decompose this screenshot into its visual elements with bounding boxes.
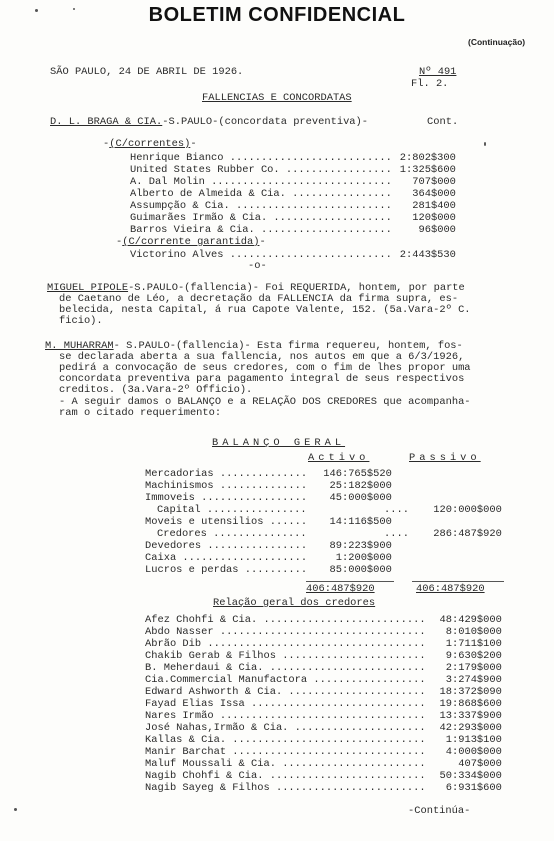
section-title: FALLENCIAS E CONCORDATAS xyxy=(202,92,352,104)
dot-leader: ............................... xyxy=(226,734,426,746)
braga-account-row-label: Alberto de Almeida & Cia. xyxy=(130,188,286,200)
muharram-name: M. MUHARRAM xyxy=(45,340,114,352)
braga-account-row xyxy=(130,213,392,224)
muharram-line-2: se declarada aberta a sua fallencia, nos autos em que a 6/3/1926, xyxy=(59,351,465,363)
separator: -o- xyxy=(248,260,267,272)
creditor-row xyxy=(145,735,426,746)
dot-leader: ............... xyxy=(206,528,307,540)
creditor-row xyxy=(145,711,426,722)
dot-leader: ......................... xyxy=(263,662,426,674)
balance-row xyxy=(145,553,307,564)
braga-account-row-label: A. Dal Molin xyxy=(130,176,205,188)
creditor-row-amount: 4:000$000 xyxy=(445,746,502,758)
balance-activo-amount: 146:765$520 xyxy=(323,468,392,480)
balance-row xyxy=(145,517,307,528)
braga-account-row-label: United States Rubber Co. xyxy=(130,164,280,176)
balance-row xyxy=(145,541,307,552)
creditor-row xyxy=(145,675,426,686)
creditor-row xyxy=(145,783,426,794)
creditor-row-label: Abdo Nasser xyxy=(145,626,214,638)
creditor-row xyxy=(145,699,426,710)
creditor-row-amount: 19:868$600 xyxy=(439,698,502,710)
balance-activo-amount: 1:200$000 xyxy=(335,552,392,564)
balance-row-label: Credores xyxy=(157,528,207,540)
dot-leader: ................................. xyxy=(213,626,426,638)
balance-row-label: Lucros e perdas xyxy=(145,564,239,576)
braga-account-row xyxy=(130,153,392,164)
dot-leader: ......................... xyxy=(229,200,392,212)
creditor-row-amount: 48:429$000 xyxy=(439,614,502,626)
braga-account-row xyxy=(130,225,392,236)
dot-leader: ................................. xyxy=(213,710,426,722)
braga-account-row xyxy=(130,165,392,176)
braga-guarantee-label: -(C/corrente garantida)- xyxy=(116,236,266,248)
creditor-row xyxy=(145,663,426,674)
balance-row xyxy=(145,565,307,576)
creditor-row-label: Abrão Dib xyxy=(145,638,202,650)
balance-row-label: Immoveis xyxy=(145,492,195,504)
balance-activo-amount: 25:182$000 xyxy=(329,480,392,492)
page-title: BOLETIM CONFIDENCIAL xyxy=(148,4,406,26)
creditor-row-amount: 50:334$000 xyxy=(439,770,502,782)
dot-leader: .................... xyxy=(176,552,308,564)
pipole-name: MIGUEL PIPOLE xyxy=(47,282,129,294)
dot-leader: ................. xyxy=(194,492,308,504)
creditor-row-label: B. Meherdaui & Cia. xyxy=(145,662,264,674)
creditor-row xyxy=(145,723,426,734)
creditor-row-amount: 6:931$600 xyxy=(445,782,502,794)
braga-account-row-label: Henrique Bianco xyxy=(130,152,224,164)
muharram-line-7: ram o citado requerimento: xyxy=(59,407,222,419)
creditor-row-amount: 42:293$000 xyxy=(439,722,502,734)
muharram-line-3: pedirá a convocação de seus credores, com o fim de lhes propor uma xyxy=(59,362,471,374)
creditor-row xyxy=(145,747,426,758)
pipole-line-4: ficio). xyxy=(59,315,103,327)
dot-leader: ...................... xyxy=(282,686,426,698)
braga-cc-label: -(C/correntes)- xyxy=(103,138,197,150)
balance-col-passivo: Passivo xyxy=(409,452,481,464)
dot-leader: .......... xyxy=(238,564,308,576)
braga-account-row-amount: 364$000 xyxy=(412,188,456,200)
creditor-row-label: Nagib Chohfi & Cia. xyxy=(145,770,264,782)
creditor-row-label: Chakib Gerab & Filhos xyxy=(145,650,276,662)
bulletin-number: Nº 491 xyxy=(419,66,457,78)
creditor-row xyxy=(145,759,426,770)
dot-leader: ..................... xyxy=(254,224,392,236)
dot-leader: .............. xyxy=(213,480,308,492)
pipole-line-2: de Caetano de Léo, a decretação da FALLENCIA da firma supra, es- xyxy=(59,293,459,305)
muharram-line-4: concordata preventiva para pagamento integral de seus respectivos xyxy=(59,373,465,385)
balance-row-label: Moveis e utensilios xyxy=(145,516,264,528)
dot-leader: ................... xyxy=(267,212,392,224)
creditor-row xyxy=(145,627,426,638)
creditor-row xyxy=(145,687,426,698)
muharram-line-6: - A seguir damos o BALANÇO e a RELAÇÃO DOS CREDORES que acompanha- xyxy=(59,396,471,408)
dot-leader: .................. xyxy=(307,674,426,686)
dot-leader: ................ xyxy=(201,540,308,552)
creditor-row-label: Manir Barchat xyxy=(145,746,227,758)
creditor-row-amount: 18:372$090 xyxy=(439,686,502,698)
creditor-row-label: Nares Irmão xyxy=(145,710,214,722)
muharram-line-1: M. MUHARRAM- S.PAULO-(fallencia)- Esta firma requereu, hontem, fos- xyxy=(45,340,463,352)
creditor-row-amount: 13:337$900 xyxy=(439,710,502,722)
braga-heading xyxy=(50,117,368,128)
dot-leader: ........................ xyxy=(269,782,426,794)
braga-heading-rest: -S.PAULO-(concordata preventiva)- xyxy=(162,116,369,128)
creditor-row-label: Fayad Elias Issa xyxy=(145,698,245,710)
continues-label: -Continúa- xyxy=(408,805,471,817)
dot-leader: ................ xyxy=(200,504,307,516)
braga-account-row xyxy=(130,189,392,200)
balance-title: BALANÇO GERAL xyxy=(212,437,346,449)
balance-row-label: Devedores xyxy=(145,540,202,552)
braga-account-row-label: Assumpção & Cia. xyxy=(130,200,230,212)
guarantee-account-row-amount: 2:443$530 xyxy=(399,249,456,261)
braga-account-row-label: Barros Vieira & Cia. xyxy=(130,224,255,236)
creditor-row-amount: 1:711$100 xyxy=(445,638,502,650)
creditor-row-amount: 1:913$100 xyxy=(445,734,502,746)
dot-leader: ............................. xyxy=(204,176,392,188)
dot-leader: .......................... xyxy=(223,249,392,261)
creditor-row-label: Kallas & Cia. xyxy=(145,734,227,746)
braga-account-row xyxy=(130,201,392,212)
balance-row xyxy=(145,469,307,480)
pipole-line-1: MIGUEL PIPOLE-S.PAULO-(fallencia)- Foi REQUERIDA, hontem, por parte xyxy=(47,282,465,294)
passivo-total-rule xyxy=(412,581,504,582)
braga-name: D. L. BRAGA & CIA. xyxy=(50,116,163,128)
balance-row-label: Machinismos xyxy=(145,480,214,492)
pipole-line-3: belecida, nesta Capital, á rua Capote Valente, 152. (5a.Vara-2º C. xyxy=(59,304,471,316)
page-number: Fl. 2. xyxy=(411,78,449,90)
braga-account-row-amount: 707$000 xyxy=(412,176,456,188)
braga-account-row-amount: 96$000 xyxy=(418,224,456,236)
balance-activo-amount: 14:116$500 xyxy=(329,516,392,528)
balance-row-label: Caixa xyxy=(145,552,177,564)
balance-activo-amount: 89:223$900 xyxy=(329,540,392,552)
creditor-row-amount: 9:630$200 xyxy=(445,650,502,662)
dot-leader: .............. xyxy=(213,468,308,480)
dot-leader: ............................ xyxy=(244,698,426,710)
balance-row xyxy=(157,529,307,540)
braga-account-row xyxy=(130,177,392,188)
creditor-row-amount: 3:274$900 xyxy=(445,674,502,686)
balance-row xyxy=(145,493,307,504)
dot-leader: ......................... xyxy=(263,770,426,782)
dot-leader: ............................... xyxy=(226,746,426,758)
braga-account-row-label: Guimarães Irmão & Cia. xyxy=(130,212,268,224)
creditor-row xyxy=(145,771,426,782)
muharram-line-5: creditos. (3a.Vara-2º Officio). xyxy=(59,384,253,396)
braga-cont: Cont. xyxy=(427,116,459,128)
creditor-row-label: Maluf Moussali & Cia. xyxy=(145,758,276,770)
creditor-row-label: José Nahas,Irmão & Cia. xyxy=(145,722,289,734)
creditor-row-label: Afez Chohfi & Cia. xyxy=(145,614,258,626)
balance-passivo-amount: 286:487$920 xyxy=(433,528,502,540)
balance-activo-amount: 85:000$000 xyxy=(329,564,392,576)
dot-leader: .... xyxy=(384,528,409,540)
braga-account-row-amount: 120$000 xyxy=(412,212,456,224)
creditor-row-amount: 2:179$000 xyxy=(445,662,502,674)
dot-leader: ....................... xyxy=(275,758,426,770)
dot-leader: ....................... xyxy=(275,650,426,662)
activo-total-rule xyxy=(306,581,394,582)
creditor-row xyxy=(145,639,426,650)
braga-account-row-amount: 1:325$600 xyxy=(399,164,456,176)
creditor-row xyxy=(145,615,426,626)
creditor-row-label: Nagib Sayeg & Filhos xyxy=(145,782,270,794)
creditor-row xyxy=(145,651,426,662)
braga-account-row-amount: 2:802$300 xyxy=(399,152,456,164)
balance-row-label: Mercadorias xyxy=(145,468,214,480)
dot-leader: ................. xyxy=(279,164,392,176)
balance-total-passivo: 406:487$920 xyxy=(416,583,485,595)
dot-leader: ................................... xyxy=(201,638,426,650)
creditors-title: Relação geral dos credores xyxy=(213,597,376,609)
dot-leader: .......................... xyxy=(223,152,392,164)
guarantee-account-row-label: Victorino Alves xyxy=(130,249,224,261)
balance-passivo-amount: 120:000$000 xyxy=(433,504,502,516)
continuation-label: (Continuação) xyxy=(468,37,526,47)
balance-total-activo: 406:487$920 xyxy=(306,583,375,595)
balance-row-label: Capital xyxy=(157,504,201,516)
dot-leader: ..................... xyxy=(288,722,426,734)
braga-account-row-amount: 281$400 xyxy=(412,200,456,212)
balance-row xyxy=(157,505,307,516)
dateline: SÃO PAULO, 24 DE ABRIL DE 1926. xyxy=(50,66,244,78)
creditor-row-label: Cia.Commercial Manufactora xyxy=(145,674,308,686)
creditor-row-amount: 407$000 xyxy=(458,758,502,770)
dot-leader: ...... xyxy=(263,516,308,528)
creditor-row-amount: 8:010$000 xyxy=(445,626,502,638)
balance-row xyxy=(145,481,307,492)
balance-activo-amount: 45:000$000 xyxy=(329,492,392,504)
creditor-row-label: Edward Ashworth & Cia. xyxy=(145,686,283,698)
dot-leader: ................ xyxy=(285,188,392,200)
balance-col-activo: Activo xyxy=(308,452,370,464)
dot-leader: .... xyxy=(384,504,409,516)
dot-leader: .......................... xyxy=(257,614,426,626)
